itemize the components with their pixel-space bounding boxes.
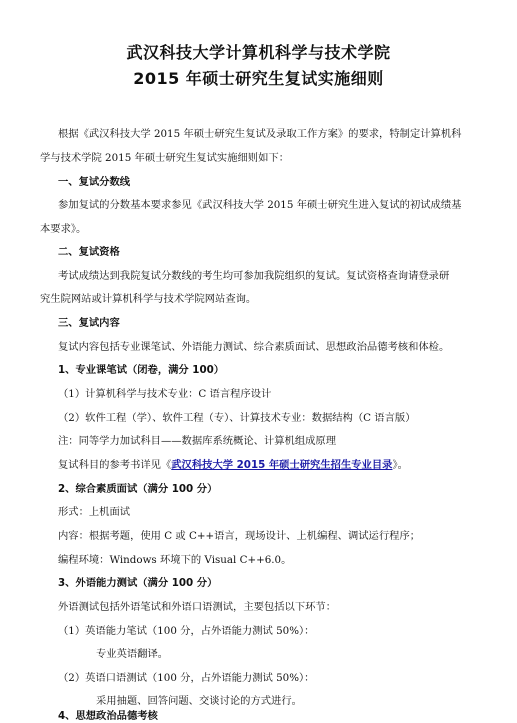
subsection-3-item-1-detail: 专业英语翻译。 [96,648,169,660]
subsection-heading-1: 1、专业课笔试（闭卷，满分 100） [58,364,225,376]
subsection-heading-2: 2、综合素质面试（满分 100 分） [58,483,218,495]
reference-prefix: 复试科目的参考书详见《 [58,459,172,471]
section-2-line-2: 究生院网站或计算机科学与技术学院网站查询。 [40,293,257,305]
subsection-1-reference [58,458,498,472]
section-1-line-2: 本要求》。 [40,223,87,235]
admissions-catalog-link[interactable]: 武汉科技大学 2015 年硕士研究生招生专业目录 [171,459,393,471]
reference-suffix: 》。 [392,459,408,471]
section-3-body: 复试内容包括专业课笔试、外语能力测试、综合素质面试、思想政治品德考核和体检。 [58,341,450,353]
subsection-1-note: 注：同等学力加试科目——数据库系统概论、计算机组成原理 [58,435,337,447]
section-heading-1: 一、复试分数线 [58,176,131,188]
section-heading-3: 三、复试内容 [58,317,120,329]
subsection-2-line-2: 内容：根据考题，使用 C 或 C++语言，现场设计、上机编程、调试运行程序； [58,530,421,542]
subsection-3-intro: 外语测试包括外语笔试和外语口语测试，主要包括以下环节： [58,601,337,613]
subsection-heading-3: 3、外语能力测试（满分 100 分） [58,577,218,589]
subsection-heading-4: 4、思想政治品德考核 [58,710,158,722]
intro-line-2: 学与技术学院 2015 年硕士研究生复试实施细则如下： [40,152,289,164]
document-title-line2: 2015 年硕士研究生复试实施细则 [133,69,384,88]
section-heading-2: 二、复试资格 [58,246,120,258]
subsection-3-item-2-detail: 采用抽题、回答问题、交谈讨论的方式进行。 [96,695,302,707]
subsection-2-line-1: 形式：上机面试 [58,506,131,518]
subsection-1-item-1: （1）计算机科学与技术专业：C 语言程序设计 [58,388,272,400]
subsection-2-line-3: 编程环境：Windows 环境下的 Visual C++6.0。 [58,554,292,566]
intro-line-1: 根据《武汉科技大学 2015 年硕士研究生复试及录取工作方案》的要求，特制定计算机科 [58,128,462,140]
subsection-3-item-1: （1）英语能力笔试（100 分，占外语能力测试 50%）： [58,625,315,637]
section-1-line-1: 参加复试的分数基本要求参见《武汉科技大学 2015 年硕士研究生进入复试的初试成绩基 [58,199,462,211]
subsection-3-item-2: （2）英语口语测试（100 分，占外语能力测试 50%）： [58,672,315,684]
subsection-1-item-2: （2）软件工程（学）、软件工程（专）、计算技术专业：数据结构（C 语言版） [58,412,416,424]
section-2-line-1: 考试成绩达到我院复试分数线的考生均可参加我院组织的复试。复试资格查询请登录研 [58,270,450,282]
document-title-line1: 武汉科技大学计算机科学与技术学院 [126,43,391,62]
